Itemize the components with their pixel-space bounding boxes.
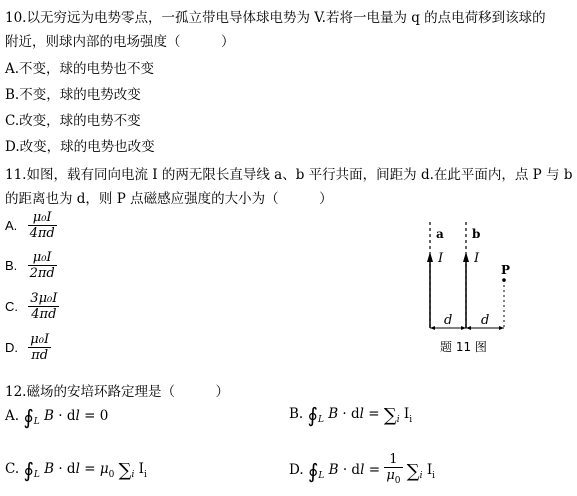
option-label: A. <box>5 408 20 424</box>
numerator: μ₀I <box>28 210 57 226</box>
fraction <box>28 210 57 241</box>
figure-caption: 题 11 图 <box>440 340 487 354</box>
sum-symbol: ∑ <box>383 405 397 426</box>
q10-option-d: D.改变，球的电势也改变 <box>5 139 155 155</box>
q10-stem-line2: 附近，则球内部的电场强度（ ） <box>5 34 235 50</box>
fraction <box>28 250 57 281</box>
q11-option-c <box>5 291 59 322</box>
numerator: 3μ₀I <box>30 291 58 306</box>
q11-stem-line1: 11.如图，载有同向电流 I 的两无限长直导线 a、b 平行共面，间距为 d.在此平面内，点 P 与 b <box>5 167 573 183</box>
q11-stem-line2: 的距离也为 d，则 P 点磁感应强度的大小为（ ） <box>5 191 333 207</box>
option-label: C. <box>5 461 20 477</box>
sum-symbol: ∑ <box>406 461 420 482</box>
option-label: D. <box>289 462 304 478</box>
wire-b-arrow-icon <box>463 252 469 262</box>
contour-integral-symbol: ∮ <box>23 458 34 482</box>
point-p-label: P <box>501 263 511 277</box>
option-label: B. <box>5 258 18 273</box>
dim-label-bp: d <box>481 313 490 328</box>
denominator: 2πd <box>29 266 55 281</box>
q12-option-b: B. $∮_L$ B · dl = $\sum_i$ $I_i$ <box>289 403 413 427</box>
option-label: C. <box>5 299 18 314</box>
option-label: B. <box>289 406 304 422</box>
q10-option-c: C.改变，球的电势不变 <box>5 113 141 129</box>
dim-label-ab: d <box>444 313 453 328</box>
wire-b-label: b <box>472 227 481 241</box>
q10-option-a: A.不变，球的电势也不变 <box>5 61 155 77</box>
fraction <box>28 291 59 322</box>
fraction: $\frac{1}{\mu_0}$ <box>386 452 401 486</box>
wire-a-label: a <box>436 227 444 241</box>
numerator: μ₀I <box>30 332 50 347</box>
contour-integral-symbol: ∮ <box>307 459 319 483</box>
q11-option-a <box>5 210 57 241</box>
contour-integral-symbol: ∮ <box>307 403 318 427</box>
denominator: 4πd <box>31 307 57 322</box>
option-label: D. <box>5 340 18 355</box>
q11-figure <box>418 216 528 366</box>
wire-b-current: I <box>474 251 480 266</box>
q10-stem-line1: 10.以无穷远为电势零点，一孤立带电导体球电势为 V.若将一电量为 q 的点电荷移到该球的 <box>5 10 546 26</box>
wire-a-current: I <box>438 251 444 266</box>
option-label: A. <box>5 218 18 233</box>
fraction <box>28 332 51 363</box>
numerator: μ₀I <box>28 250 57 266</box>
wire-a-arrow-icon <box>427 252 433 262</box>
q12-stem-line1: 12.磁场的安培环路定理是（ ） <box>5 384 229 400</box>
q12-option-a: A. $∮_L$ B · dl = 0 <box>5 405 109 429</box>
q10-option-b: B.不变，球的电势改变 <box>5 87 141 103</box>
contour-integral-symbol: ∮ <box>23 405 34 429</box>
denominator: πd <box>31 348 49 363</box>
q11-option-b <box>5 250 57 281</box>
q11-option-d <box>5 332 51 363</box>
denominator: 4πd <box>29 226 55 241</box>
dim-arrow-icon <box>499 326 504 330</box>
point-p-dot <box>502 278 506 282</box>
q12-option-c: C. $∮_L$ B · dl = $\mu_0$ $\sum_i$ $I_i$ <box>5 458 147 482</box>
q12-option-d: D. $∮_L$ B · dl = $\frac{1}{\mu_0}$ $\sum_i$ $I_i$ <box>289 452 435 489</box>
sum-symbol: ∑ <box>118 460 132 481</box>
